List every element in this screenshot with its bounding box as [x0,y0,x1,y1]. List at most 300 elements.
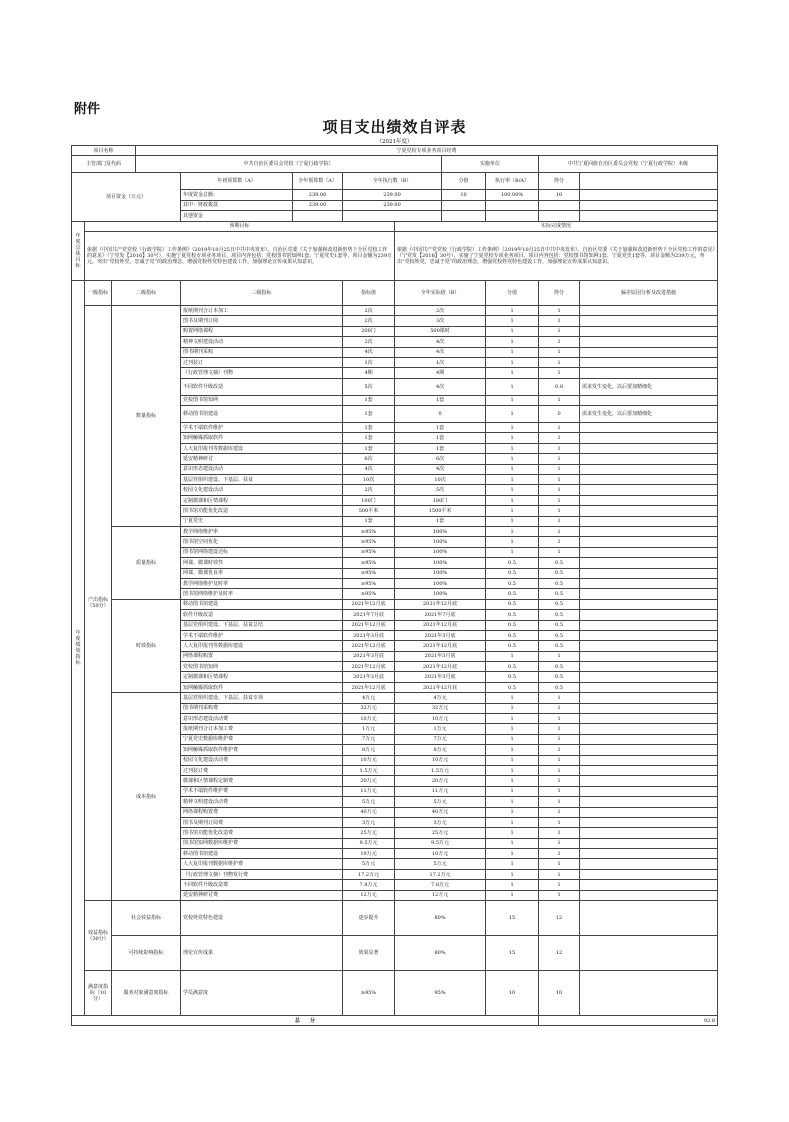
indicator-row [72,526,718,536]
indicator-name: 过刊装订 [181,357,343,367]
perf-label: 年度绩效指标 [72,280,85,1015]
indicator-points: 1 [539,724,580,734]
indicator-points: 1 [539,464,580,474]
indicator-score: 1 [486,378,539,395]
indicator-points: 1 [539,797,580,807]
indicator-name: 知网触媒抓取软件 [181,433,343,443]
indicator-name: 校园文化建设活动费 [181,755,343,765]
indicator-remark [580,693,718,703]
indicator-actual: 3万元 [395,817,486,827]
indicator-points: 0.5 [539,620,580,630]
funds-row-blank [580,190,718,200]
indicator-target: 2021年3月底 [343,672,395,682]
indicator-points: 1 [539,547,580,557]
indicator-score: 1 [486,869,539,879]
l2-label: 数量指标 [112,305,181,526]
indicator-name: 学术不端软件维护费 [181,786,343,796]
indicator-actual: 5万元 [395,859,486,869]
indicator-score: 1 [486,807,539,817]
indicator-score: 1 [486,547,539,557]
indicator-score: 0.5 [486,641,539,651]
indicator-points: 1 [539,326,580,336]
indicator-remark [580,475,718,485]
indicator-remark [580,880,718,890]
indicator-remark [580,672,718,682]
indicator-points: 1 [539,734,580,744]
indicator-score: 1 [486,516,539,526]
indicator-points: 1 [539,443,580,453]
indicator-target: 3万元 [343,817,395,827]
indicator-name: 图书馆网络建设达标 [181,547,343,557]
indicator-actual: 2021年12月底 [395,641,486,651]
indicator-points: 1 [539,526,580,536]
funds-col-points: 得分 [539,173,580,190]
indicator-name: 延安精神研讨 [181,454,343,464]
indicator-name: 基层党组织建设、下基层、扶贫 [181,475,343,485]
indicator-points: 1 [539,807,580,817]
indicator-remark [580,610,718,620]
indicator-score: 1 [486,693,539,703]
indicator-remark [580,443,718,453]
indicator-target: 5次 [343,378,395,395]
indicator-name: 宁夏党史 [181,516,343,526]
indicator-points: 1 [539,423,580,433]
indicator-points: 1 [539,475,580,485]
indicator-remark [580,734,718,744]
indicator-score: 0.5 [486,558,539,568]
effect-target: 逐步提升 [343,901,395,936]
funds-row-points: 10 [539,190,580,200]
indicator-name: 校园文化建设活动 [181,485,343,495]
goals-body-row [72,231,718,280]
indicator-name: 网课、微课时效性 [181,558,343,568]
indicator-points: 0.5 [539,558,580,568]
indicator-name: 软件升级改造 [181,610,343,620]
evaluation-table [71,145,718,1026]
indicator-name: 网络课程购置 [181,651,343,661]
indicator-points: 1 [539,485,580,495]
indicator-remark [580,326,718,336]
indicator-score: 1 [486,395,539,405]
indicator-score: 1 [486,714,539,724]
indicator-points: 1 [539,433,580,443]
indicator-score: 1 [486,537,539,547]
indicator-name: 图书馆知网数据库维护费 [181,838,343,848]
indicator-score: 1 [486,406,539,423]
indicator-target: 1套 [343,406,395,423]
indicator-points: 0.5 [539,599,580,609]
indicator-score: 0.5 [486,620,539,630]
funds-row-execution [343,211,442,221]
funds-row-execution: 239.00 [343,200,442,210]
satisfaction-score: 10 [486,971,539,1016]
indicator-actual: 10万元 [395,849,486,859]
indicator-row [72,693,718,703]
indicator-actual: 25万元 [395,828,486,838]
indicator-target: 4万元 [343,693,395,703]
perf-l2-header: 二级指标 [112,280,181,305]
indicator-score: 1 [486,433,539,443]
evaluation-table-wrapper [71,145,717,1026]
indicator-actual: 2次 [395,305,486,315]
report-year: （2021年度） [376,139,413,145]
indicator-target: 100门 [343,495,395,505]
indicator-points: 1 [539,828,580,838]
indicator-points: 1 [539,454,580,464]
indicator-target: 40万元 [343,807,395,817]
indicator-actual: 20万元 [395,776,486,786]
indicator-points: 1 [539,786,580,796]
indicator-points: 1 [539,859,580,869]
indicator-remark [580,890,718,900]
funds-row-execution: 239.00 [343,190,442,200]
indicator-actual: 2021年3月底 [395,672,486,682]
indicator-points: 1 [539,495,580,505]
indicator-target: 10次 [343,475,395,485]
project-name-label: 项目名称 [72,146,136,156]
indicator-points: 1 [539,714,580,724]
funds-col-execution: 全年执行数（B） [343,173,442,190]
indicator-remark [580,630,718,640]
funds-label: 项目资金（万元） [72,173,181,221]
indicator-score: 1 [486,755,539,765]
indicator-remark [580,357,718,367]
indicator-target: 10万元 [343,849,395,859]
indicator-name: 图书及期刊订阅 [181,316,343,326]
indicator-remark [580,755,718,765]
indicator-score: 1 [486,838,539,848]
indicator-remark: 需求发生变化，以后要加精细化 [580,378,718,395]
indicator-target: 12万元 [343,890,395,900]
indicator-name: 学术不端软件维护 [181,423,343,433]
indicator-remark [580,869,718,879]
indicator-target: 5万元 [343,859,395,869]
indicator-target: 1套 [343,423,395,433]
indicator-target: 7.8万元 [343,880,395,890]
indicator-remark [580,506,718,516]
indicator-actual: 17.2万元 [395,869,486,879]
total-label: 总 分 [72,1016,539,1026]
indicator-actual: 2021年12月底 [395,662,486,672]
satisfaction-l3: 学员满意度 [181,971,343,1016]
indicator-score: 1 [486,464,539,474]
indicator-target: ≥95% [343,589,395,599]
indicator-actual: 40万元 [395,807,486,817]
indicator-target: 200门 [343,326,395,336]
indicator-name: 定制微课和区情课程 [181,495,343,505]
indicator-actual: 4期 [395,368,486,378]
indicator-target: 2021年12月底 [343,620,395,630]
indicator-remark [580,305,718,315]
indicator-score: 0.5 [486,662,539,672]
indicator-name: 人大复印报刊等数据库建设 [181,443,343,453]
funds-col-score: 分值 [442,173,486,190]
funds-row-blank [580,211,718,221]
effect-target: 效果显著 [343,936,395,971]
indicator-score: 1 [486,495,539,505]
indicator-target: 2次 [343,337,395,347]
indicator-actual: 180门 [395,495,486,505]
perf-score-header: 分值 [486,280,539,305]
funds-col-rate: 执行率（B/A） [486,173,539,190]
indicator-remark [580,485,718,495]
indicator-points: 1 [539,817,580,827]
indicator-score: 1 [486,326,539,336]
effect-remark [580,901,718,936]
indicator-actual: 32万元 [395,703,486,713]
indicator-target: 2次 [343,316,395,326]
indicator-actual: 1套 [395,423,486,433]
effect-label: 效益指标（30分） [85,901,112,971]
indicator-score: 0.5 [486,568,539,578]
indicator-score: 1 [486,703,539,713]
indicator-target: ≥95% [343,547,395,557]
indicator-remark [580,776,718,786]
indicator-actual: 5万元 [395,797,486,807]
indicator-points: 1 [539,395,580,405]
indicator-name: 网络课程购置费 [181,807,343,817]
indicator-target: 4期 [343,368,395,378]
indicator-points: 1 [539,755,580,765]
indicator-target: 1套 [343,433,395,443]
indicator-actual: 1套 [395,395,486,405]
indicator-points: 1 [539,869,580,879]
goals-actual-text: 依据《中国共产党党校（行政学院）工作条例》（2019年10月25日中共中央发布）、自治区党委《关于加强和改进新形势下全区党校工作的意见》（宁党发【2016】30号），实施了宁夏党校专项业务项目，项目内容包括：党校图书馆知网1套、宁夏党史1套等，项目金额为239万元，突出“党校姓党，忠诚于党”的政治理念，增强党校姓党特色建设工作，加强理论宣传成果认知意识。 [395,231,718,280]
indicator-points: 1 [539,693,580,703]
indicator-score: 1 [486,305,539,315]
indicator-target: ≥95% [343,526,395,536]
effect-actual: 80% [395,901,486,936]
indicator-actual: 9.5万元 [395,838,486,848]
effect-l2: 社会效益指标 [112,901,181,936]
indicator-actual: 100% [395,578,486,588]
effect-score: 15 [486,901,539,936]
indicator-score: 1 [486,724,539,734]
indicator-target: 17.2万元 [343,869,395,879]
indicator-actual: 1.5万元 [395,765,486,775]
indicator-points: 1 [539,849,580,859]
indicator-score: 0.5 [486,589,539,599]
indicator-remark [580,620,718,630]
funds-row-full-budget [293,211,343,221]
indicator-actual: 8万元 [395,745,486,755]
indicator-actual: 2021年3月底 [395,651,486,661]
effect-remark [580,936,718,971]
perf-remark-header: 偏差原因分析及改进措施 [580,280,718,305]
funds-row-rate [486,200,539,210]
indicator-target: 2021年12月底 [343,641,395,651]
indicator-name: 图书馆空间优化 [181,537,343,547]
indicator-score: 1 [486,475,539,485]
funds-col-full-budget: 全年预算数（A） [293,173,343,190]
indicator-actual: 4次 [395,347,486,357]
indicator-points: 0.5 [539,672,580,682]
indicator-actual: 7万元 [395,734,486,744]
indicator-actual: 4万元 [395,693,486,703]
indicator-target: 11万元 [343,786,395,796]
indicator-points: 0.5 [539,662,580,672]
satisfaction-label: 满意度指标（10分） [85,971,112,1016]
indicator-score: 1 [486,526,539,536]
indicator-target: 6次 [343,454,395,464]
indicator-points: 1 [539,357,580,367]
effect-score: 15 [486,936,539,971]
perf-l1-header: 一级指标 [85,280,112,305]
effect-l3: 党校姓党特色建设 [181,901,343,936]
indicator-actual: 6次 [395,454,486,464]
indicator-score: 0.5 [486,630,539,640]
indicator-remark [580,651,718,661]
indicator-actual: 1万元 [395,724,486,734]
indicator-remark [580,807,718,817]
indicator-score: 1 [486,316,539,326]
indicator-score: 1 [486,734,539,744]
indicator-remark [580,849,718,859]
row-dept [72,156,718,173]
indicator-target: 10万元 [343,714,395,724]
funds-row-full-budget: 239.00 [293,190,343,200]
dept-label: 主管部门及代码 [72,156,136,173]
indicator-target: 2次 [343,305,395,315]
indicator-target: 2021年3月底 [343,630,395,640]
indicator-points: 1 [539,890,580,900]
indicator-points: 1 [539,537,580,547]
indicator-remark [580,395,718,405]
indicator-actual: 100% [395,537,486,547]
indicator-points: 0.5 [539,682,580,692]
indicator-remark [580,662,718,672]
indicator-target: 1套 [343,516,395,526]
dept-name: 中共自治区委员会党校（宁夏行政学院） [136,156,442,173]
indicator-remark [580,347,718,357]
l2-label: 时效指标 [112,599,181,693]
indicator-remark [580,537,718,547]
indicator-points: 1 [539,838,580,848]
indicator-actual: 0 [395,406,486,423]
row-project-name [72,146,718,156]
indicator-name: 《行政管理文摘》刊物发行费 [181,869,343,879]
indicator-actual: 1套 [395,516,486,526]
indicator-points: 1 [539,305,580,315]
indicator-name: 过刊装订费 [181,765,343,775]
indicator-name: 党校图书馆知网 [181,395,343,405]
perf-points-header: 得分 [539,280,580,305]
indicator-name: 报纸期刊合订本加工 [181,305,343,315]
indicator-remark [580,516,718,526]
indicator-actual: 4次 [395,378,486,395]
indicator-score: 1 [486,423,539,433]
indicator-remark [580,703,718,713]
indicator-points: 0 [539,406,580,423]
indicator-remark [580,641,718,651]
effect-l3: 理论宣传成果 [181,936,343,971]
indicator-points: 1 [539,368,580,378]
indicator-points: 1 [539,765,580,775]
indicator-name: 知网触媒抓取软件维护费 [181,745,343,755]
indicator-points: 0.5 [539,610,580,620]
indicator-name: 精神文明建设活动费 [181,797,343,807]
indicator-actual: 11万元 [395,786,486,796]
indicator-target: 2021年12月底 [343,599,395,609]
perf-target-header: 指标值 [343,280,395,305]
indicator-actual: 100% [395,526,486,536]
funds-row-points [539,200,580,210]
effect-points: 12 [539,936,580,971]
indicator-actual: 100% [395,547,486,557]
indicator-name: 图书期刊采购费 [181,703,343,713]
indicator-points: 0.5 [539,630,580,640]
goals-actual-label: 实际完成情况 [395,221,718,231]
indicator-score: 1 [486,506,539,516]
funds-row-points [539,211,580,221]
indicator-actual: 7.8万元 [395,880,486,890]
indicator-score: 1 [486,485,539,495]
indicator-actual: 100% [395,589,486,599]
indicator-score: 1 [486,828,539,838]
indicator-score: 1 [486,817,539,827]
indicator-remark [580,745,718,755]
indicator-actual: 4次 [395,337,486,347]
funds-row-score [442,211,486,221]
indicator-score: 0.5 [486,610,539,620]
satisfaction-l2: 服务对象满意度指标 [112,971,181,1016]
indicator-name: 人大复印报刊数据库维护费 [181,859,343,869]
indicator-target: ≥95% [343,568,395,578]
indicator-actual: 10万元 [395,755,486,765]
indicator-score: 0.5 [486,682,539,692]
page-title: 项目支出绩效自评表 [322,118,467,136]
indicator-name: 《行政管理文摘》刊物 [181,368,343,378]
indicator-score: 1 [486,890,539,900]
indicator-name: 移动图书馆建设 [181,849,343,859]
indicator-actual: 3次 [395,316,486,326]
indicator-name: 不同软件升级改造费 [181,880,343,890]
indicator-points: 1 [539,347,580,357]
indicator-remark [580,495,718,505]
indicator-name: 人大复印报刊等数据库建设 [181,641,343,651]
indicator-points: 1 [539,745,580,755]
indicator-actual: 10次 [395,475,486,485]
indicator-name: 移动图书馆建设 [181,599,343,609]
indicator-target: 1次 [343,357,395,367]
indicator-points: 0.5 [539,589,580,599]
funds-header-blank [580,173,718,190]
indicator-name: 图书期刊采购 [181,347,343,357]
indicator-name: 网课、微课优良率 [181,568,343,578]
effect-points: 12 [539,901,580,936]
indicator-remark [580,724,718,734]
indicator-target: 9.5万元 [343,838,395,848]
impl-unit: 中共宁夏回族自治区委员会党校（宁夏行政学院）本级 [539,156,718,173]
indicator-target: 5万元 [343,797,395,807]
indicator-score: 1 [486,337,539,347]
indicator-target: 4次 [343,464,395,474]
indicator-remark [580,547,718,557]
indicator-score: 0.5 [486,599,539,609]
indicator-remark [580,368,718,378]
indicator-points: 0.8 [539,378,580,395]
indicator-score: 1 [486,880,539,890]
effect-l2: 可持续影响指标 [112,936,181,971]
indicator-name: 宁夏党史数据库维护费 [181,734,343,744]
funds-header-row [72,173,718,190]
indicator-actual: 2021年12月底 [395,599,486,609]
indicator-name: 图书馆网络维护及时率 [181,589,343,599]
satisfaction-row [72,971,718,1016]
indicator-points: 0.5 [539,578,580,588]
indicator-score: 1 [486,443,539,453]
indicator-name: 党校图书馆知网 [181,662,343,672]
